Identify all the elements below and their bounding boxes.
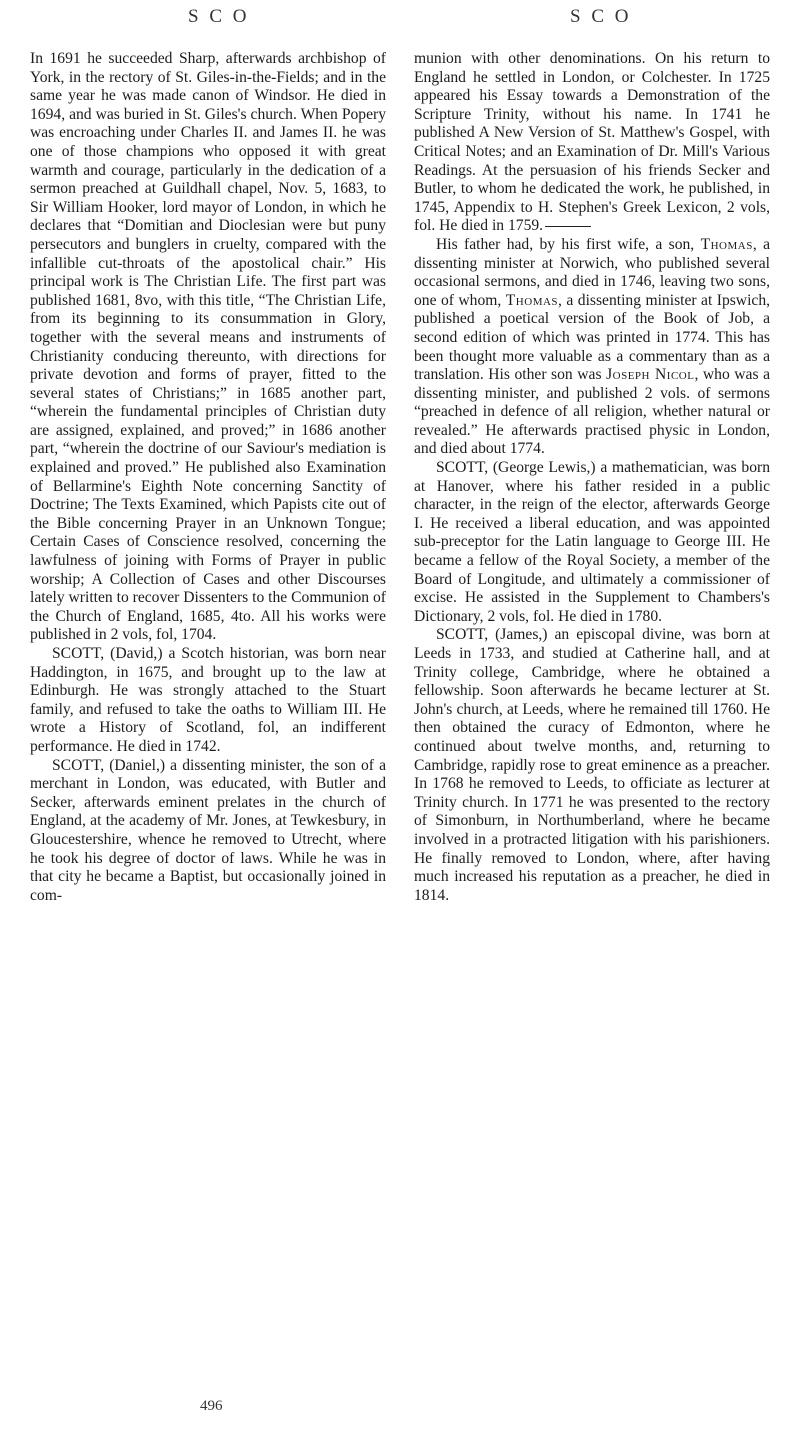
entry-scott-david: SCOTT, (David,) a Scotch historian, was born near Haddington, in 1675, and brought up to the law at Edinburgh. He was strongly attached to the Stuart family, and refused to take the oaths to William III. He wrote a History of Scotland, fol, an indifferent performance. He died in 1742. <box>30 645 386 755</box>
entry-scott-george-lewis: SCOTT, (George Lewis,) a mathematician, was born at Hanover, where his father resided in a public character, in the reign of the elector, afterwards George I. He received a liberal education, and was appointed sub-preceptor for the Latin language to George III. He became a fellow of the Royal Society, a member of the Board of Longitude, and ultimately a commissioner of excise. He assisted in the Supplement to Chambers's Dictionary, 2 vols, fol. He died in 1780. <box>414 459 770 625</box>
paragraph-sherlock-continued: In 1691 he succeeded Sharp, afterwards archbishop of York, in the rectory of St. Giles-in-the-Fields; and in the same year he was made canon of Windsor. He died in 1694, and was buried in St. Giles's church. When Popery was encroaching under Charles II. and James II. he was one of those champions who opposed it with great warmth and courage, particularly in the dedication of a sermon preached at Guildhall chapel, Nov. 5, 1683, to Sir William Hooker, lord mayor of London, in which he declares that “Domitian and Dioclesian were but puny persecutors and bunglers in cruelty, compared with the infallible cut-throats of the apostolical chair.” His principal work is The Christian Life. The first part was published 1681, 8vo, with this title, “The Christian Life, from its beginning to its consummation in Glory, together with the several means and instruments of Christianity conducing thereunto, with directions for private devotion and forms of prayer, fitted to the several states of Christians;” in 1685 another part, “wherein the fundamental principles of Christian duty are assigned, explained, and proved;” in 1686 another part, “wherein the doctrine of our Saviour's mediation is explained and proved.” He published also Examination of Bellarmine's Eighth Note concerning Sanctity of Doctrine; The Texts Examined, which Papists cite out of the Bible concerning Prayer in an Unknown Tongue; Certain Cases of Conscience resolved, concerning the lawfulness of joining with Forms of Prayer in public worship; A Collection of Cases and other Discourses lately written to recover Dissenters to the Communion of the Church of England, 1685, 4to. All his works were published in 2 vols, fol, 1704. <box>30 50 386 644</box>
entry-scott-james: SCOTT, (James,) an episcopal divine, was born at Leeds in 1733, and studied at Catherine hall, and at Trinity college, Cambridge, where he obtained a fellowship. Soon afterwards he became lecturer at St. John's church, at Leeds, where he remained till 1760. He then obtained the curacy of Edmonton, where he continued about twelve months, and, returning to Cambridge, rapidly rose to great eminence as a preacher. In 1768 he removed to Leeds, to officiate as lecturer at Trinity church. In 1771 he was presented to the rectory of Simonburn, in Northumberland, where he became involved in a protracted litigation with his parishioners. He finally removed to London, where, after having much increased his reputation as a preacher, he died in 1814. <box>414 626 770 904</box>
left-column <box>30 50 386 905</box>
running-head-left: S C O <box>188 6 250 27</box>
name-thomas-son: Thomas <box>505 291 559 309</box>
family-text-b: , a dissenting minister at Norwich, who published several occasional sermons, and died in 1746, leaving two sons, one of whom, <box>414 235 771 309</box>
family-text-c: , a dissenting minister at Ipswich, published a poetical version of the Book of Job, a second edition of which was printed in 1774. This has been thought more valuable as a commentary than as a translation. His other son was <box>414 291 771 384</box>
entry-scott-daniel-continued <box>414 50 770 236</box>
entry-scott-daniel-text: munion with other denominations. On his return to England he settled in London, or Colchester. In 1725 appeared his Essay towards a Demonstration of the Scripture Trinity, without his name. In 1741 he published A New Version of St. Matthew's Gospel, with Critical Notes; and an Examination of Dr. Mill's Various Readings. At the persuasion of his friends Secker and Butler, to whom he dedicated the work, he published, in 1745, Appendix to H. Stephen's Greek Lexicon, 2 vols, fol. He died in 1759. <box>414 50 770 235</box>
name-joseph-nicol: Joseph Nicol <box>606 366 695 384</box>
name-thomas-father: Thomas <box>700 235 753 253</box>
separator-rule <box>545 226 591 227</box>
page-number: 496 <box>200 1398 223 1414</box>
family-text-d: , who was a dissenting minister, and published 2 vols. of sermons “preached in defence of all religion, whether natural or revealed.” He afterwards practised physic in London, and died about 1774. <box>414 366 771 458</box>
running-head-right: S C O <box>570 6 632 27</box>
family-text-a: His father had, by his first wife, a son, <box>436 235 695 253</box>
paragraph-scott-family <box>414 236 770 459</box>
entry-scott-daniel: SCOTT, (Daniel,) a dissenting minister, the son of a merchant in London, was educated, with Butler and Secker, afterwards eminent prelates in the church of England, at the academy of Mr. Jones, at Tewkesbury, in Gloucestershire, whence he removed to Utrecht, where he took his degree of doctor of laws. While he was in that city he became a Baptist, but occasionally joined in com- <box>30 756 386 904</box>
right-column <box>414 50 770 905</box>
